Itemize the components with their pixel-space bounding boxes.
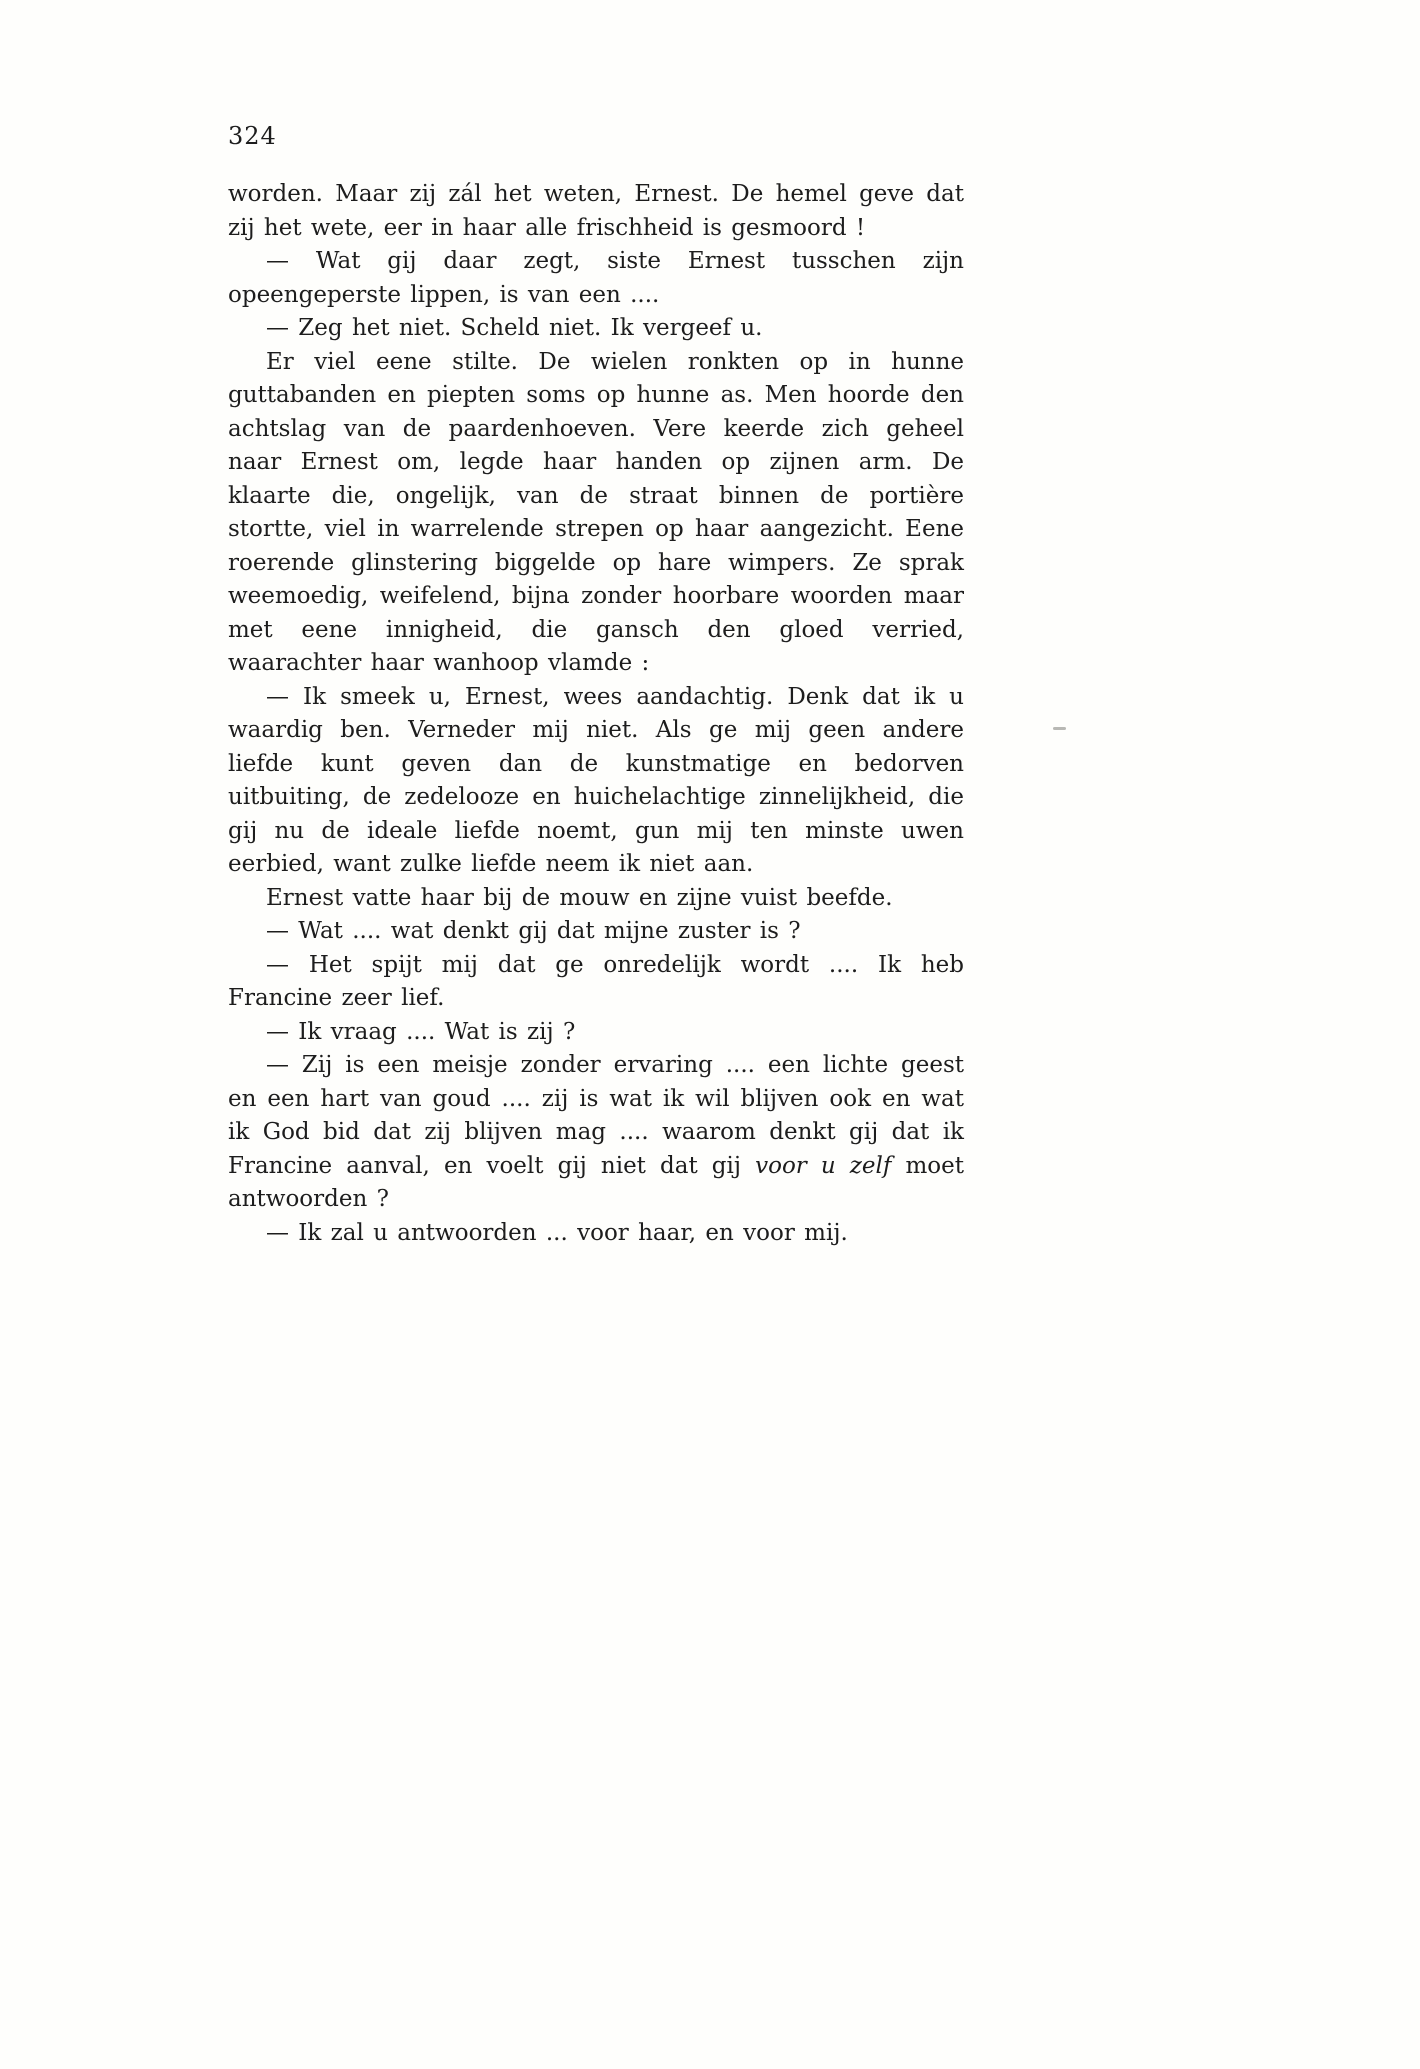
paragraph: — Ik smeek u, Ernest, wees aandachtig. Denk dat ik u waardig ben. Verneder mij niet. Als ge mij geen andere liefde kunt geven dan de kunstmatige en bedorven uitbuiting, de zedelooze en huichelachtige zinnelijkheid, die gij nu de ideale liefde noemt, gun mij ten minste uwen eerbied, want zulke liefde neem ik niet aan.	[228, 683, 964, 877]
paragraph-text: moet antwoorden ?	[228, 1152, 964, 1212]
paragraph: Er viel eene stilte. De wielen ronkten op in hunne guttabanden en piepten soms op hunne as. Men hoorde den achtslag van de paardenhoeven. Vere keerde zich geheel naar Ernest om, legde haar handen op zijnen arm. De klaarte die, ongelijk, van de straat binnen de portière stortte, viel in warrelende strepen op haar aangezicht. Eene roerende glinstering biggelde op hare wimpers. Ze sprak weemoedig, weifelend, bijna zonder hoorbare woorden maar met eene innigheid, die gansch den gloed verried, waarachter haar wanhoop vlamde :	[228, 348, 964, 676]
paragraph-text: — Zij is een meisje zonder ervaring .... een lichte geest en een hart van goud .... zij is wat ik wil blijven ook en wat ik God bid dat zij blijven mag .... waarom denkt gij dat ik Francine aanval, en voelt gij niet dat gij	[228, 1052, 964, 1179]
paragraph: — Ik vraag .... Wat is zij ?	[266, 1018, 576, 1045]
italic-phrase: voor u zelf	[755, 1152, 892, 1179]
paragraph	[228, 1049, 964, 1217]
paragraph: Ernest vatte haar bij de mouw en zijne vuist beefde.	[266, 884, 893, 911]
scan-speck	[1053, 727, 1066, 730]
paragraph: — Het spijt mij dat ge onredelijk wordt .... Ik heb Francine zeer lief.	[228, 951, 964, 1011]
paragraph: — Ik zal u antwoorden ... voor haar, en voor mij.	[266, 1219, 848, 1246]
page-number: 324	[228, 122, 277, 150]
paragraph: — Wat .... wat denkt gij dat mijne zuster is ?	[266, 918, 801, 944]
paragraph: — Zeg het niet. Scheld niet. Ik vergeef u.	[266, 315, 763, 341]
text-block	[228, 178, 964, 1250]
paragraph: — Wat gij daar zegt, siste Ernest tusschen zijn opeengeperste lippen, is van een ....	[228, 248, 964, 308]
paragraph: worden. Maar zij zál het weten, Ernest. De hemel geve dat zij het wete, eer in haar alle frischheid is gesmoord !	[228, 181, 964, 241]
